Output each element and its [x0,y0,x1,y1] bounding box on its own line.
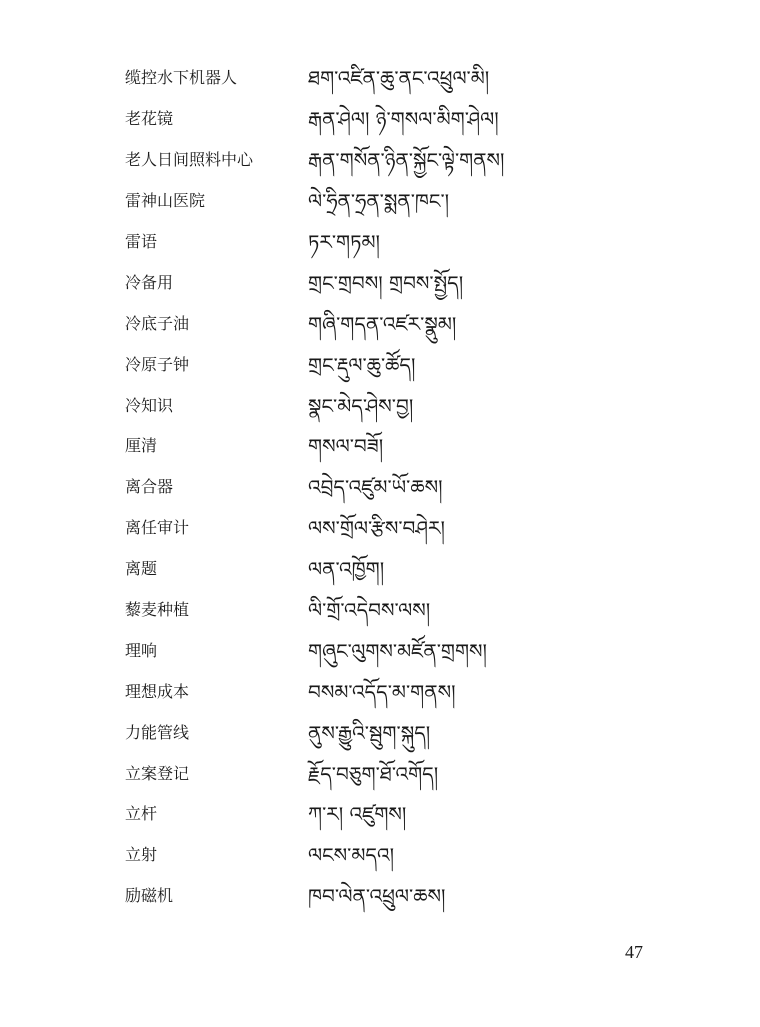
tibetan-term: ལན་འཁྱོག། [308,557,385,582]
glossary-entry [125,222,555,263]
glossary-entry [125,671,555,712]
glossary-entry [125,262,555,303]
glossary-entry [125,140,555,181]
glossary-entry [125,549,555,590]
glossary-entry [125,467,555,508]
page-number: 47 [625,942,643,962]
glossary-entry [125,181,555,222]
tibetan-term: ལངས་མདའ། [308,843,395,868]
glossary-entry [125,344,555,385]
chinese-term: 力能管线 [125,722,190,742]
glossary-entry [125,835,555,876]
tibetan-term: གསལ་བཟོ། [308,434,384,459]
tibetan-term: གཞུང་ལུགས་མཛོན་གྲགས། [308,638,487,663]
tibetan-term: གྲང་གྲབས། གྲབས་སྤྱོད། [308,270,464,295]
tibetan-term: ལས་གྲོལ་རྩིས་བཤེར། [308,516,445,541]
chinese-term: 立案登记 [125,763,190,783]
chinese-term: 励磁机 [125,886,174,906]
chinese-term: 离任审计 [125,518,190,538]
chinese-term: 雷神山医院 [125,191,206,211]
glossary-entry [125,508,555,549]
chinese-term: 立射 [125,845,158,865]
chinese-term: 藜麦种植 [125,600,190,620]
chinese-term: 冷备用 [125,272,174,292]
chinese-term: 雷语 [125,232,158,251]
tibetan-term: ལི་གྲོ་འདེབས་ལས། [308,598,431,623]
tibetan-term: རྒན་ཤེལ། ཉེ་གསལ་མིག་ཤེལ། [308,107,499,132]
glossary-list [125,58,555,917]
chinese-term: 冷原子钟 [125,354,190,374]
glossary-entry [125,876,555,917]
tibetan-term: གཞི་གདན་འཛར་སྣུམ། [308,311,457,336]
glossary-entry [125,426,555,467]
chinese-term: 老人日间照料中心 [125,150,254,170]
chinese-term: 缆控水下机器人 [125,68,238,88]
tibetan-term: ལེ་ཧྲིན་ཧྲན་སྨན་ཁང་། [308,189,450,214]
chinese-term: 立杆 [125,804,158,824]
tibetan-term: ཐག་འཛིན་ཆུ་ནང་འཕྲུལ་མི། [308,66,490,91]
tibetan-term: འབྲེད་འཛུམ་ཡོ་ཆས། [308,475,443,500]
glossary-entry [125,753,555,794]
glossary-entry [125,590,555,631]
glossary-entry [125,630,555,671]
glossary-entry [125,303,555,344]
tibetan-term: སྣང་མེད་ཤེས་བྱ། [308,393,414,418]
glossary-entry [125,99,555,140]
chinese-term: 老花镜 [125,109,174,129]
chinese-term: 理想成本 [125,681,190,701]
tibetan-term: ཀ་ར། འཛུགས། [308,802,407,827]
tibetan-term: བསམ་འདོད་མ་གནས། [308,679,456,704]
tibetan-term: གྲང་རྡུལ་ཆུ་ཚོད། [308,352,416,377]
chinese-term: 冷底子油 [125,313,190,333]
glossary-entry [125,712,555,753]
glossary-entry [125,385,555,426]
chinese-term: 离合器 [125,477,174,497]
chinese-term: 厘清 [125,436,158,456]
chinese-term: 理响 [125,640,158,660]
tibetan-term: རྗོད་བཅུག་ཐོ་འགོད། [308,761,439,786]
glossary-entry [125,58,555,99]
glossary-entry [125,794,555,835]
chinese-term: 离题 [125,559,158,579]
tibetan-term: ནུས་རྒྱུའི་སྦུག་སྐུད། [308,720,431,745]
tibetan-term: ཏར་གཏམ། [308,230,380,254]
tibetan-term: རྒན་གསོན་ཉིན་སྐྱོང་ལྟེ་གནས། [308,148,505,173]
chinese-term: 冷知识 [125,395,174,415]
tibetan-term: ཁབ་ལེན་འཕྲུལ་ཆས། [308,884,446,909]
